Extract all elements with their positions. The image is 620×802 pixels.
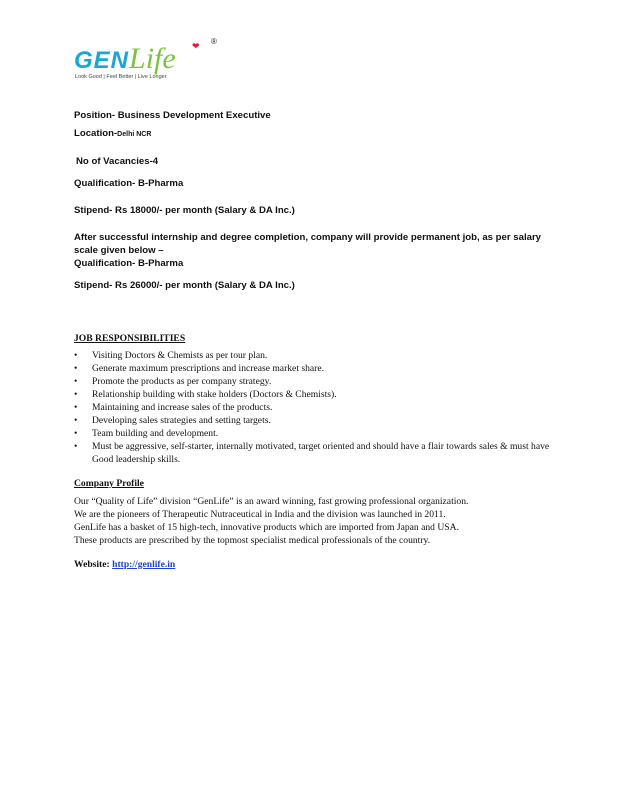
website-line xyxy=(74,559,175,570)
company-profile-body xyxy=(74,495,554,547)
list-item: • Relationship building with stake holders (Doctors & Chemists). xyxy=(74,388,554,401)
website-label: Website: xyxy=(74,559,113,570)
company-profile-line: We are the pioneers of Therapeutic Nutraceutical in India and the division was launched in 2011. xyxy=(74,509,446,520)
logo-gen-text: GEN xyxy=(74,47,130,74)
genlife-logo xyxy=(74,36,224,86)
location-label: Location- xyxy=(74,128,118,139)
responsibilities-title: JOB RESPONSIBILITIES xyxy=(74,333,186,344)
stipend-line-1: Stipend- Rs 18000/- per month (Salary & DA Inc.) xyxy=(74,205,295,216)
position-line: Position- Business Development Executive xyxy=(74,110,271,121)
heart-icon: ❤ xyxy=(192,41,200,51)
company-profile-title: Company Profile xyxy=(74,478,144,489)
stipend-line-2: Stipend- Rs 26000/- per month (Salary & DA Inc.) xyxy=(74,280,295,291)
list-item: • Generate maximum prescriptions and increase market share. xyxy=(74,362,554,375)
after-internship-note: After successful internship and degree completion, company will provide permanent job, as per salary scale given below – xyxy=(74,232,542,256)
website-link[interactable]: http://genlife.in xyxy=(112,559,176,570)
company-profile-line: These products are prescribed by the topmost specialist medical professionals of the country. xyxy=(74,535,431,546)
company-profile-line: GenLife has a basket of 15 high-tech, innovative products which are imported from Japan and USA. xyxy=(74,522,459,533)
list-item: • Team building and development. xyxy=(74,427,554,440)
list-item: • Visiting Doctors & Chemists as per tour plan. xyxy=(74,349,554,362)
registered-mark: ® xyxy=(211,37,217,46)
logo-life-text: Life xyxy=(129,42,176,75)
qualification-line-1: Qualification- B-Pharma xyxy=(74,178,184,189)
responsibilities-list xyxy=(74,349,554,466)
list-item: • Developing sales strategies and setting targets. xyxy=(74,414,554,427)
logo-wordmark xyxy=(74,42,176,76)
vacancies-line: No of Vacancies-4 xyxy=(76,156,159,167)
location-line xyxy=(74,128,151,139)
logo-tagline: Look Good | Feel Better | Live Longer xyxy=(75,74,167,80)
list-item: • Promote the products as per company strategy. xyxy=(74,375,554,388)
company-profile-line: Our “Quality of Life” division “GenLife” is an award winning, fast growing professional organization. xyxy=(74,496,469,507)
qualification-line-2: Qualification- B-Pharma xyxy=(74,258,184,269)
location-value: Delhi NCR xyxy=(117,131,152,138)
list-item: • Must be aggressive, self-starter, internally motivated, target oriented and should have a flair towards sales & must have Good leadership skills. xyxy=(74,440,554,466)
list-item: • Maintaining and increase sales of the products. xyxy=(74,401,554,414)
